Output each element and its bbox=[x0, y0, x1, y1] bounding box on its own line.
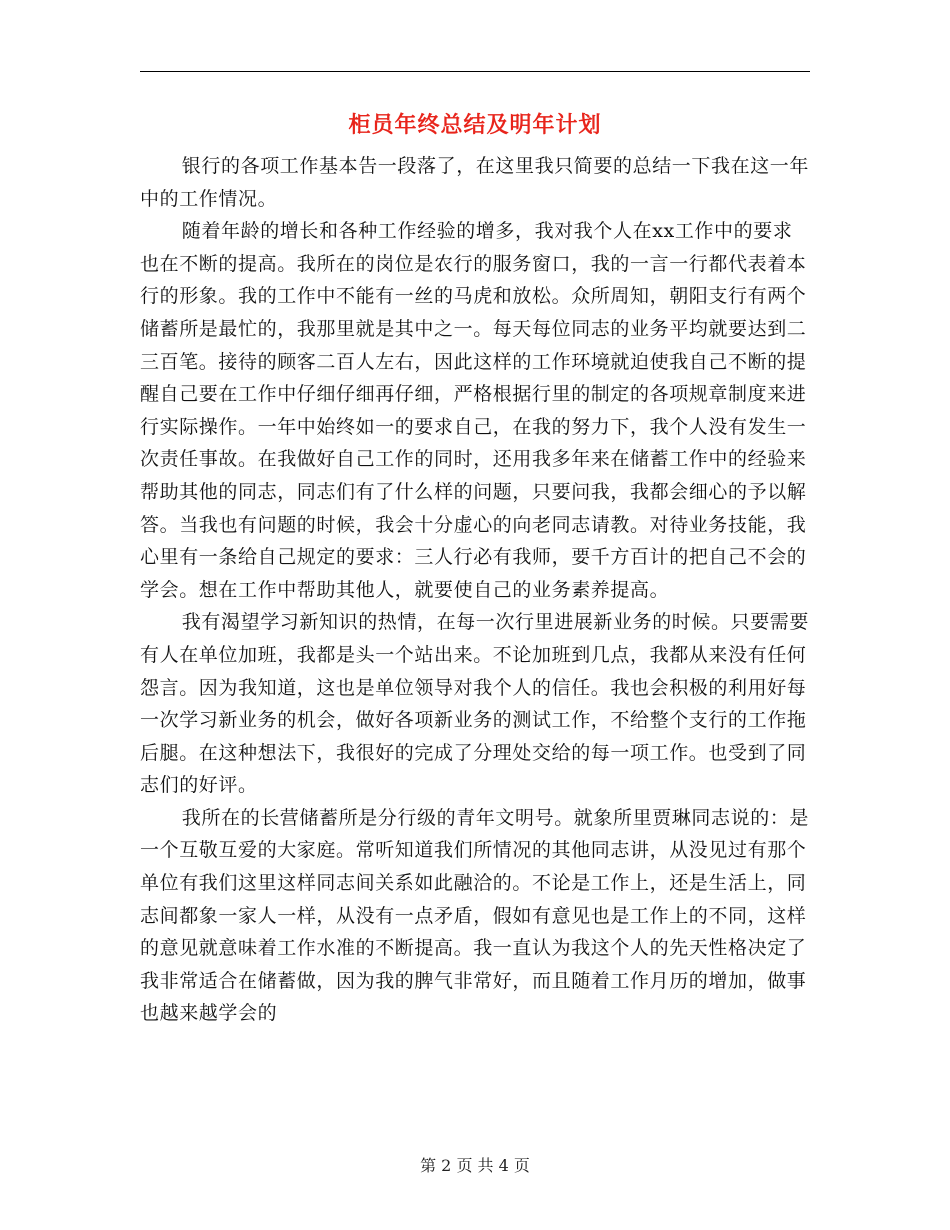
paragraph-2: 随着年龄的增长和各种工作经验的增多，我对我个人在xx工作中的要求也在不断的提高。我所在的岗位是农行的服务窗口，我的一言一行都代表着本行的形象。我的工作中不能有一丝的马虎和放松。众所周知，朝阳支行有两个储蓄所是最忙的，我那里就是其中之一。每天每位同志的业务平均就要达到二三百笔。接待的顾客二百人左右，因此这样的工作环境就迫使我自己不断的提醒自己要在工作中仔细仔细再仔细，严格根据行里的制定的各项规章制度来进行实际操作。一年中始终如一的要求自己，在我的努力下，我个人没有发生一次责任事故。在我做好自己工作的同时，还用我多年来在储蓄工作中的经验来帮助其他的同志，同志们有了什么样的问题，只要问我，我都会细心的予以解答。当我也有问题的时候，我会十分虚心的向老同志请教。对待业务技能，我心里有一条给自己规定的要求：三人行必有我师，要千方百计的把自己不会的学会。想在工作中帮助其他人，就要使自己的业务素养提高。 bbox=[140, 220, 807, 601]
paragraph-1: 银行的各项工作基本告一段落了，在这里我只简要的总结一下我在这一年中的工作情况。 bbox=[140, 155, 809, 210]
paragraph-4: 我所在的长营储蓄所是分行级的青年文明号。就象所里贾琳同志说的：是一个互敬互爱的大家庭。常听知道我们所情况的其他同志讲，从没见过有那个单位有我们这里这样同志间关系如此融洽的。不论是工作上，还是生活上，同志间都象一家人一样，从没有一点矛盾，假如有意见也是工作上的不同，这样的意见就意味着工作水准的不断提高。我一直认为我这个人的先天性格决定了我非常适合在储蓄做，因为我的脾气非常好，而且随着工作月历的增加，做事也越来越学会的 bbox=[140, 806, 809, 1025]
document-body bbox=[140, 150, 810, 1030]
paragraph-3: 我有渴望学习新知识的热情，在每一次行里进展新业务的时候。只要需要有人在单位加班，我都是头一个站出来。不论加班到几点，我都从来没有任何怨言。因为我知道，这也是单位领导对我个人的信任。我也会积极的利用好每一次学习新业务的机会，做好各项新业务的测试工作，不给整个支行的工作拖后腿。在这种想法下，我很好的完成了分理处交给的每一项工作。也受到了同志们的好评。 bbox=[140, 611, 809, 797]
header-rule bbox=[140, 71, 810, 72]
document-title: 柜员年终总结及明年计划 bbox=[348, 112, 602, 138]
page-number-footer: 第 2 页 共 4 页 bbox=[420, 1156, 530, 1175]
